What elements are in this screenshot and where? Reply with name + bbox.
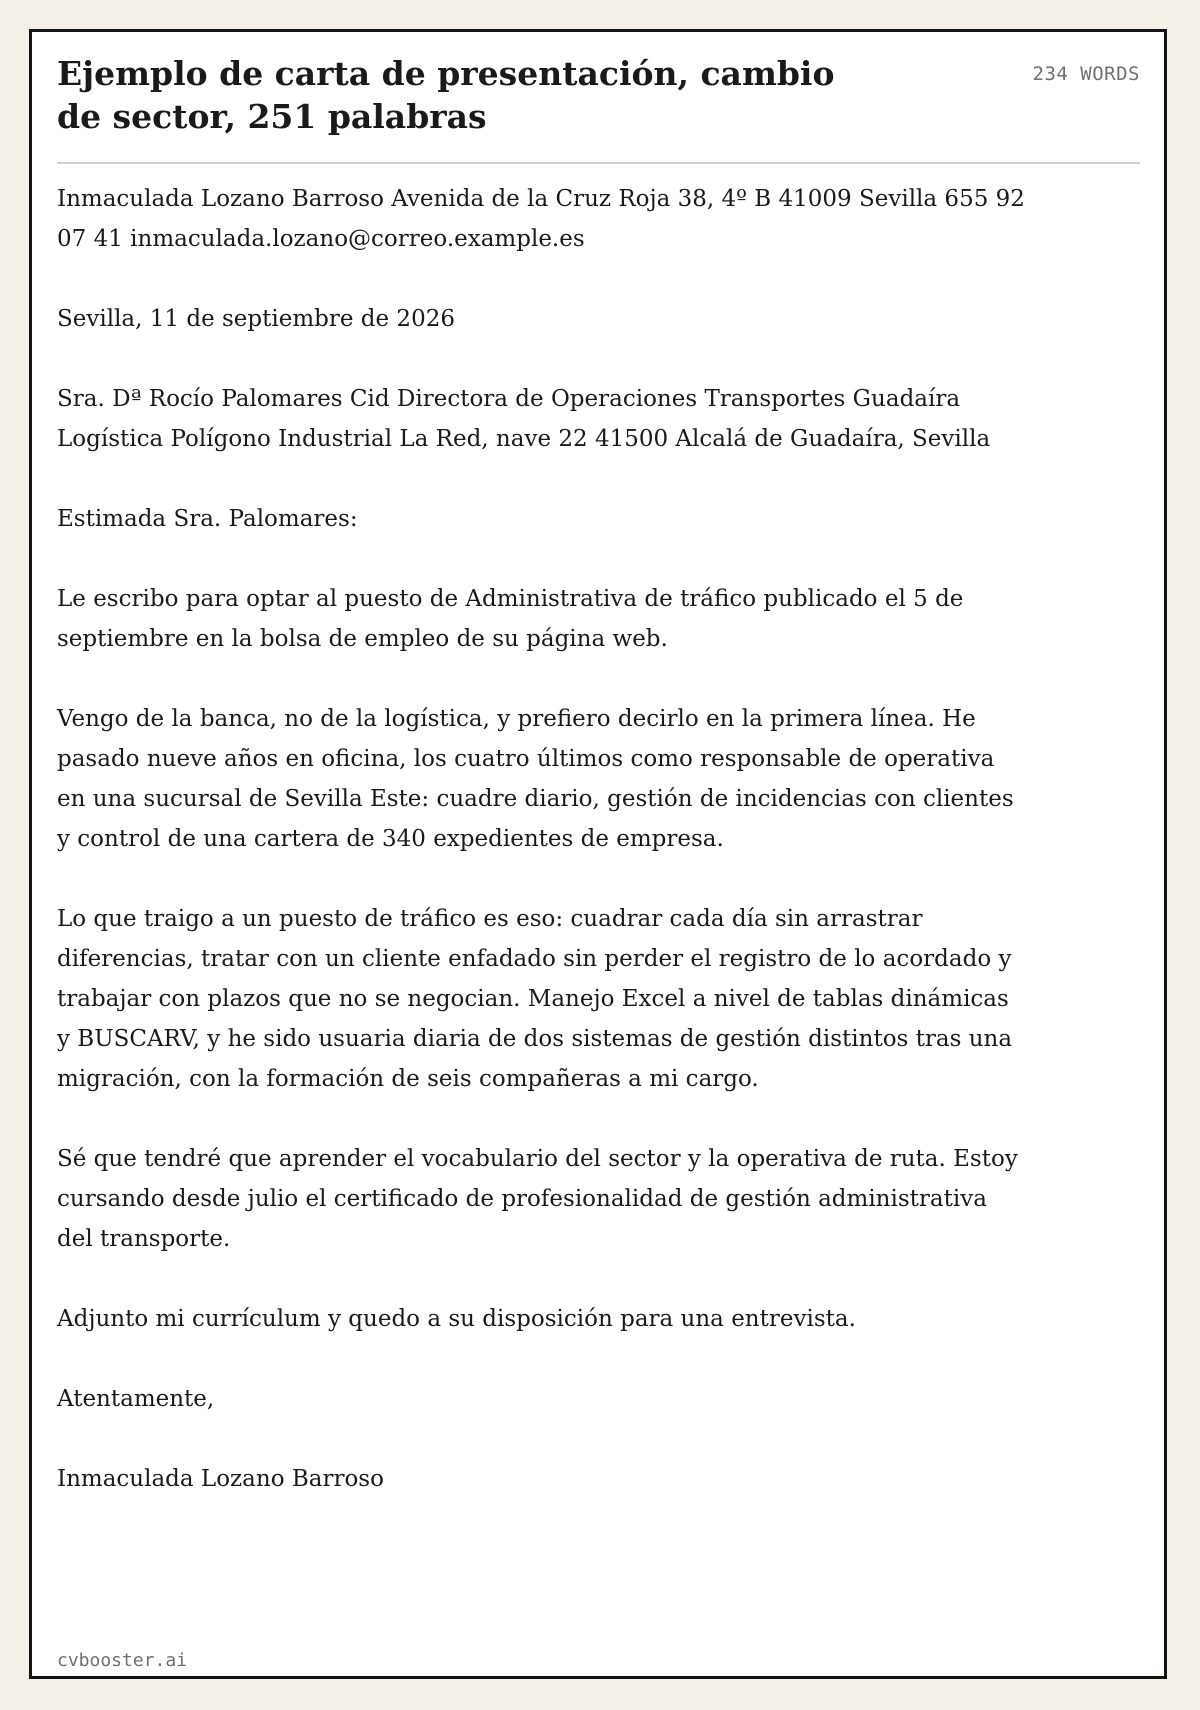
sender-block: Inmaculada Lozano Barroso Avenida de la Cruz Roja 38, 4º B 41009 Sevilla 655 92 07 41 inmaculada.lozano@correo.example.es xyxy=(57,186,1025,252)
document-card xyxy=(29,29,1167,1679)
document-title: Ejemplo de carta de presentación, cambio de sector, 251 palabras xyxy=(57,54,835,136)
body-paragraph: Le escribo para optar al puesto de Administrativa de tráfico publicado el 5 de septiembre en la bolsa de empleo de su página web. xyxy=(57,586,964,652)
body-paragraph: Lo que traigo a un puesto de tráfico es eso: cuadrar cada día sin arrastrar diferencias, tratar con un cliente enfadado sin perder el registro de lo acordado y trabajar con plazos que no se negocian. Manejo Excel a nivel de tablas dinámicas y BUSCARV, y he sido usuaria diaria de dos sistemas de gestión distintos tras una migración, con la formación de seis compañeras a mi cargo. xyxy=(57,906,1013,1092)
body-paragraph: Vengo de la banca, no de la logística, y prefiero decirlo en la primera línea. He pasado nueve años en oficina, los cuatro últimos como responsable de operativa en una sucursal de Sevilla Este: cuadre diario, gestión de incidencias con clientes y control de una cartera de 340 expedientes de empresa. xyxy=(57,706,1014,852)
recipient-block: Sra. Dª Rocío Palomares Cid Directora de Operaciones Transportes Guadaíra Logística Polígono Industrial La Red, nave 22 41500 Alcalá de Guadaíra, Sevilla xyxy=(57,386,991,452)
closing: Atentamente, xyxy=(57,1386,215,1412)
word-count-badge: 234 WORDS xyxy=(1032,63,1140,85)
letter-body xyxy=(57,179,1027,1499)
signature: Inmaculada Lozano Barroso xyxy=(57,1466,384,1492)
letter-date: Sevilla, 11 de septiembre de 2026 xyxy=(57,306,455,332)
brand-watermark: cvbooster.ai xyxy=(57,1650,188,1671)
salutation: Estimada Sra. Palomares: xyxy=(57,506,358,532)
title-divider xyxy=(57,162,1140,164)
body-paragraph: Adjunto mi currículum y quedo a su disposición para una entrevista. xyxy=(57,1306,856,1332)
body-paragraph: Sé que tendré que aprender el vocabulario del sector y la operativa de ruta. Estoy cursando desde julio el certificado de profesionalidad de gestión administrativa del transporte. xyxy=(57,1146,1018,1252)
